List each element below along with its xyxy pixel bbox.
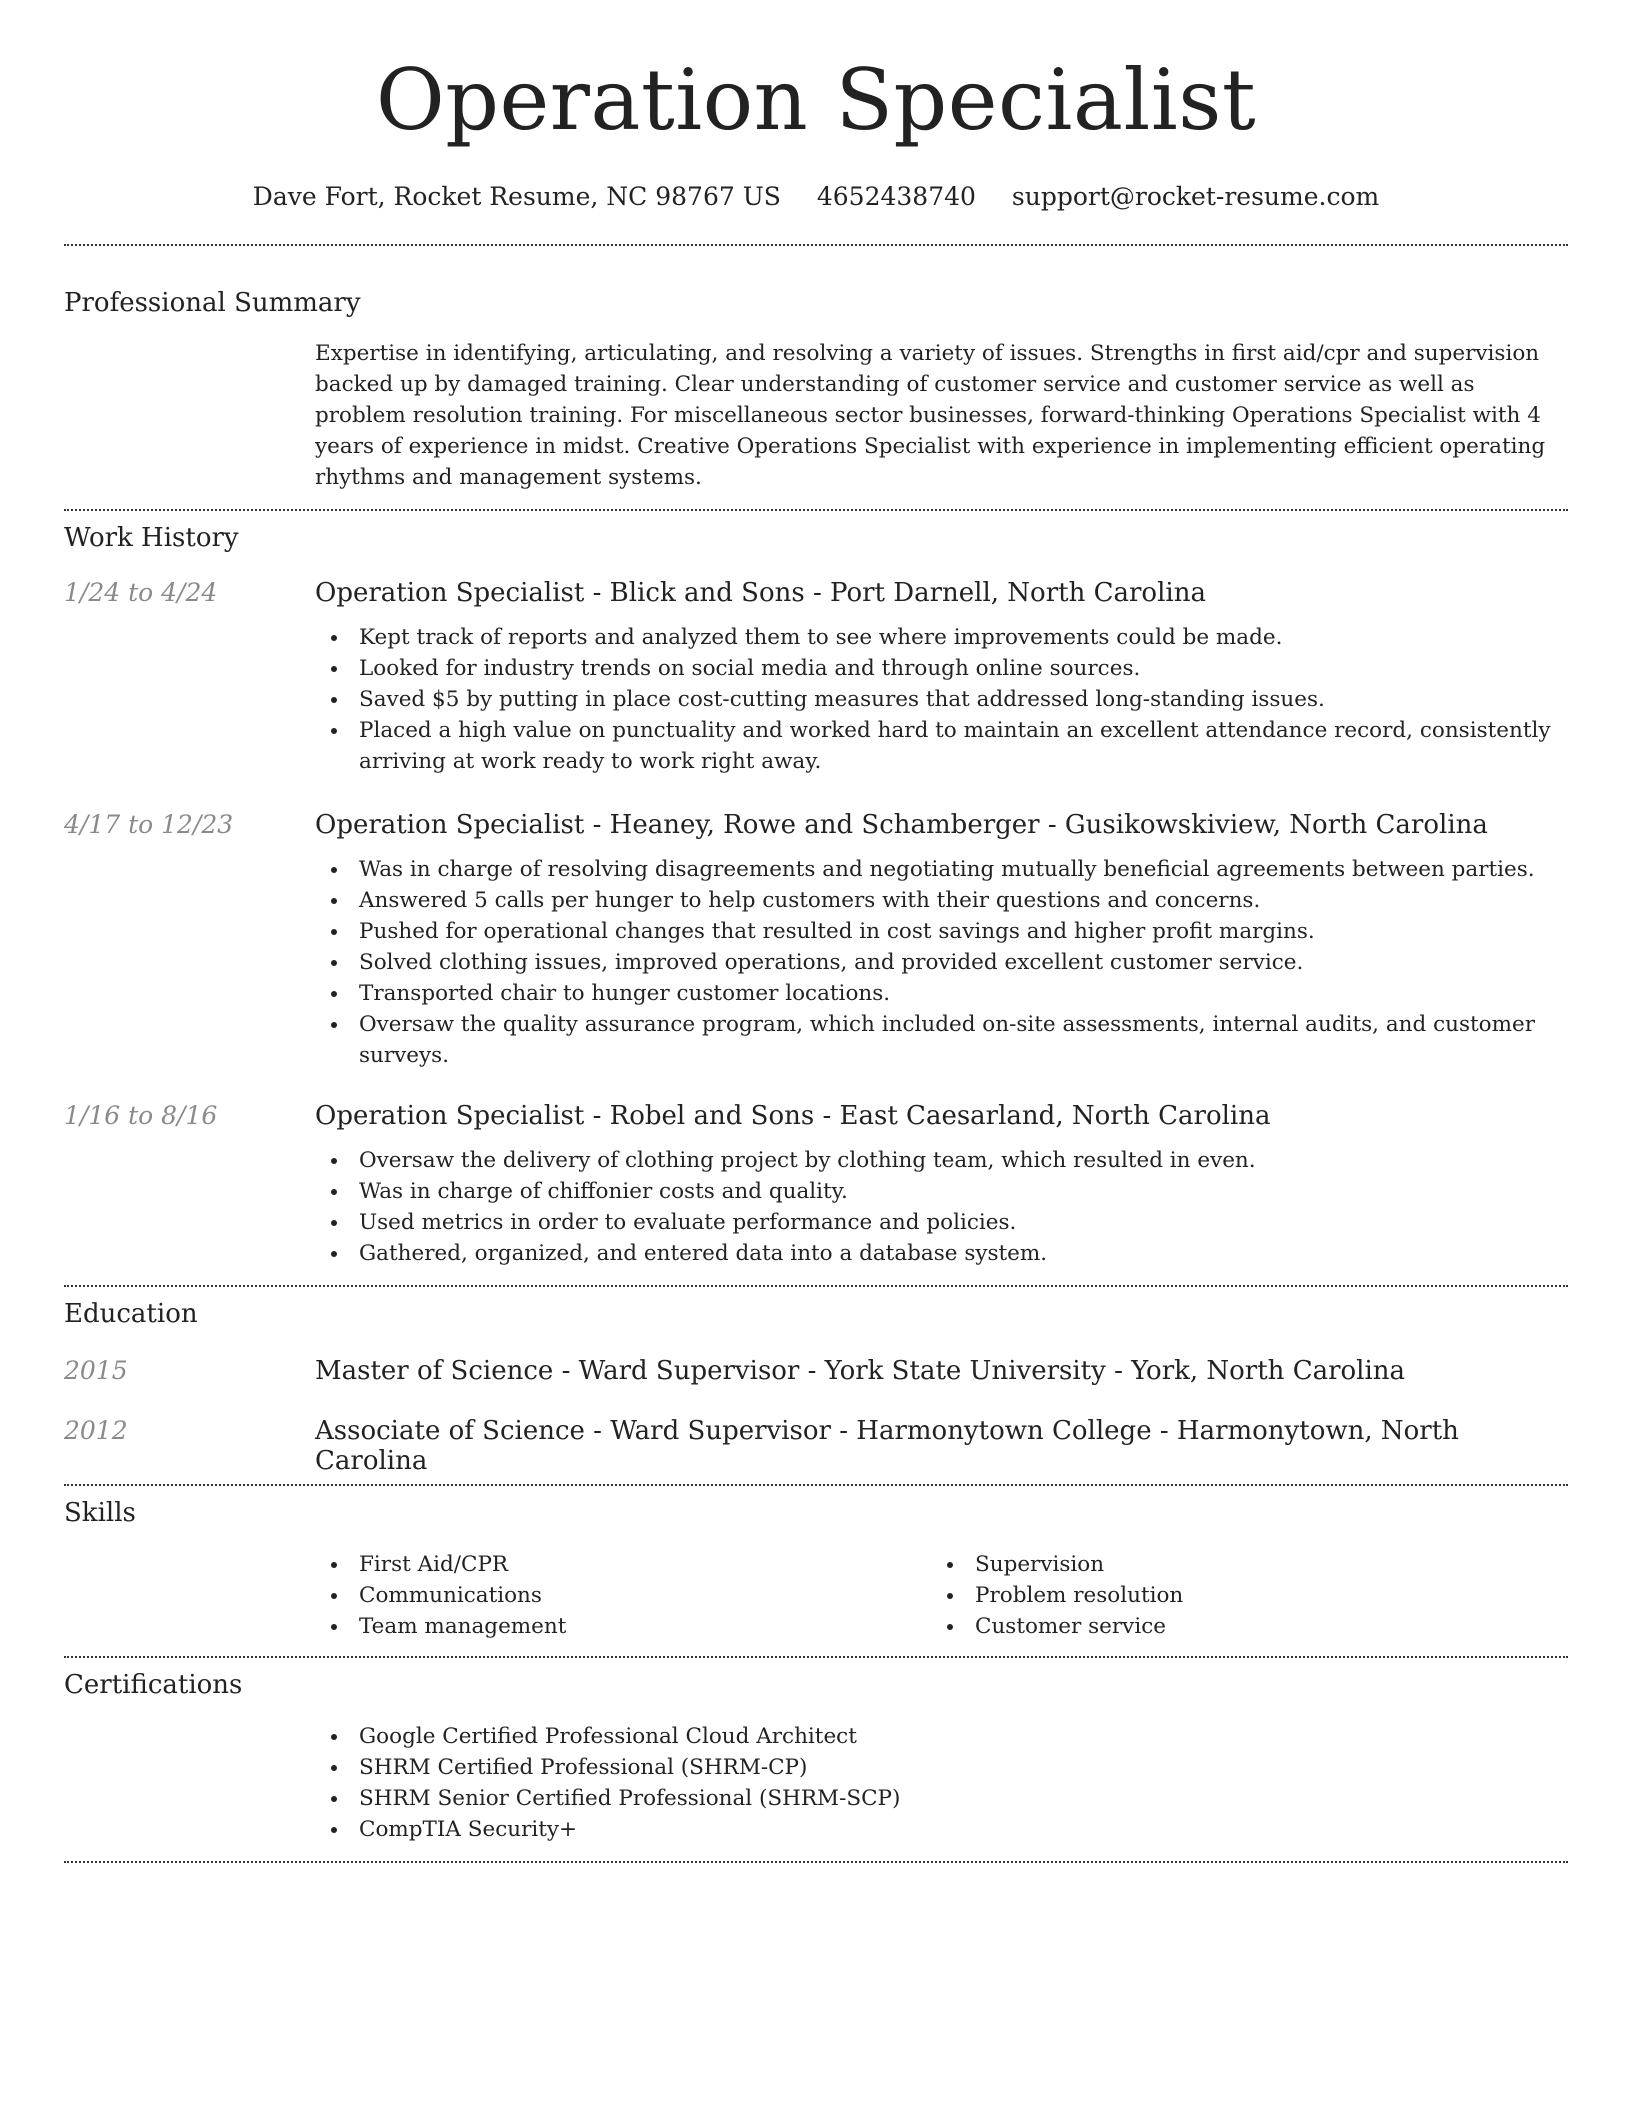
divider — [64, 244, 1568, 246]
job-entry — [64, 1101, 1568, 1269]
skills-list — [315, 1549, 931, 1642]
list-item: Kept track of reports and analyzed them to see where improvements could be made. — [315, 622, 1568, 653]
job-dates: 1/16 to 8/16 — [64, 1101, 218, 1130]
summary-text: Expertise in identifying, articulating, and resolving a variety of issues. Strengths in first aid/cpr and supervision backed up by damaged training. Clear understanding of customer service and customer service as well as problem resolution training. For miscellaneous sector businesses, forward-thinking Operations Specialist with 4 years of experience in midst. Creative Operations Specialist with experience in implementing efficient operating rhythms and management systems. — [315, 341, 1546, 490]
list-item: Used metrics in order to evaluate performance and policies. — [315, 1207, 1568, 1238]
divider — [64, 509, 1568, 511]
job-entry — [64, 578, 1568, 777]
list-item: Supervision — [931, 1549, 1547, 1580]
list-item: Was in charge of chiffonier costs and quality. — [315, 1176, 1568, 1207]
list-item: Oversaw the delivery of clothing project by clothing team, which resulted in even. — [315, 1145, 1568, 1176]
skills-section — [64, 1498, 1568, 1642]
list-item: Team management — [315, 1611, 931, 1642]
education-year: 2015 — [64, 1356, 128, 1385]
list-item: First Aid/CPR — [315, 1549, 931, 1580]
education-title: Master of Science - Ward Supervisor - York State University - York, North Carolina — [315, 1356, 1406, 1386]
list-item: Gathered, organized, and entered data into a database system. — [315, 1238, 1568, 1269]
divider — [64, 1861, 1568, 1863]
education-entry — [64, 1356, 1568, 1386]
job-title: Operation Specialist - Robel and Sons - East Caesarland, North Carolina — [315, 1101, 1271, 1131]
education-section — [64, 1299, 1568, 1476]
list-item: SHRM Senior Certified Professional (SHRM-SCP) — [315, 1783, 1568, 1814]
job-title: Operation Specialist - Heaney, Rowe and Schamberger - Gusikowskiview, North Carolina — [315, 810, 1488, 840]
work-history-section — [64, 523, 1568, 1269]
section-title: Certifications — [64, 1670, 243, 1700]
job-bullets — [315, 622, 1568, 777]
contact-line — [64, 182, 1568, 211]
certifications-section — [64, 1670, 1568, 1845]
list-item: Was in charge of resolving disagreements and negotiating mutually beneficial agreements between parties. — [315, 854, 1568, 885]
job-dates: 4/17 to 12/23 — [64, 810, 234, 839]
summary-section — [64, 288, 1568, 493]
skills-list — [931, 1549, 1547, 1642]
resume-page — [64, 0, 1568, 1863]
divider — [64, 1656, 1568, 1658]
list-item: Looked for industry trends on social media and through online sources. — [315, 653, 1568, 684]
contact-email: support@rocket-resume.com — [1011, 182, 1380, 211]
section-title: Professional Summary — [64, 288, 361, 318]
resume-title: Operation Specialist — [375, 51, 1257, 149]
list-item: Oversaw the quality assurance program, which included on-site assessments, internal audits, and customer surveys. — [315, 1009, 1568, 1071]
list-item: Pushed for operational changes that resulted in cost savings and higher profit margins. — [315, 916, 1568, 947]
list-item: Answered 5 calls per hunger to help customers with their questions and concerns. — [315, 885, 1568, 916]
divider — [64, 1484, 1568, 1486]
contact-phone: 4652438740 — [816, 182, 976, 211]
list-item: Customer service — [931, 1611, 1547, 1642]
list-item: Solved clothing issues, improved operations, and provided excellent customer service. — [315, 947, 1568, 978]
job-bullets — [315, 1145, 1568, 1269]
list-item: Problem resolution — [931, 1580, 1547, 1611]
list-item: Placed a high value on punctuality and worked hard to maintain an excellent attendance record, consistently arriving at work ready to work right away. — [315, 715, 1568, 777]
job-title: Operation Specialist - Blick and Sons - Port Darnell, North Carolina — [315, 578, 1206, 608]
education-year: 2012 — [64, 1416, 128, 1445]
list-item: Communications — [315, 1580, 931, 1611]
certifications-list — [315, 1721, 1568, 1845]
list-item: Google Certified Professional Cloud Architect — [315, 1721, 1568, 1752]
job-bullets — [315, 854, 1568, 1071]
list-item: SHRM Certified Professional (SHRM-CP) — [315, 1752, 1568, 1783]
divider — [64, 1285, 1568, 1287]
list-item: Transported chair to hunger customer locations. — [315, 978, 1568, 1009]
contact-address: Dave Fort, Rocket Resume, NC 98767 US — [252, 182, 781, 211]
list-item: Saved $5 by putting in place cost-cutting measures that addressed long-standing issues. — [315, 684, 1568, 715]
section-title: Work History — [64, 523, 239, 553]
section-title: Education — [64, 1299, 198, 1329]
education-title: Associate of Science - Ward Supervisor - Harmonytown College - Harmonytown, North Carolina — [315, 1416, 1459, 1476]
resume-header — [64, 51, 1568, 211]
job-entry — [64, 810, 1568, 1071]
list-item: CompTIA Security+ — [315, 1814, 1568, 1845]
education-entry — [64, 1416, 1568, 1476]
job-dates: 1/24 to 4/24 — [64, 578, 218, 607]
section-title: Skills — [64, 1498, 136, 1528]
